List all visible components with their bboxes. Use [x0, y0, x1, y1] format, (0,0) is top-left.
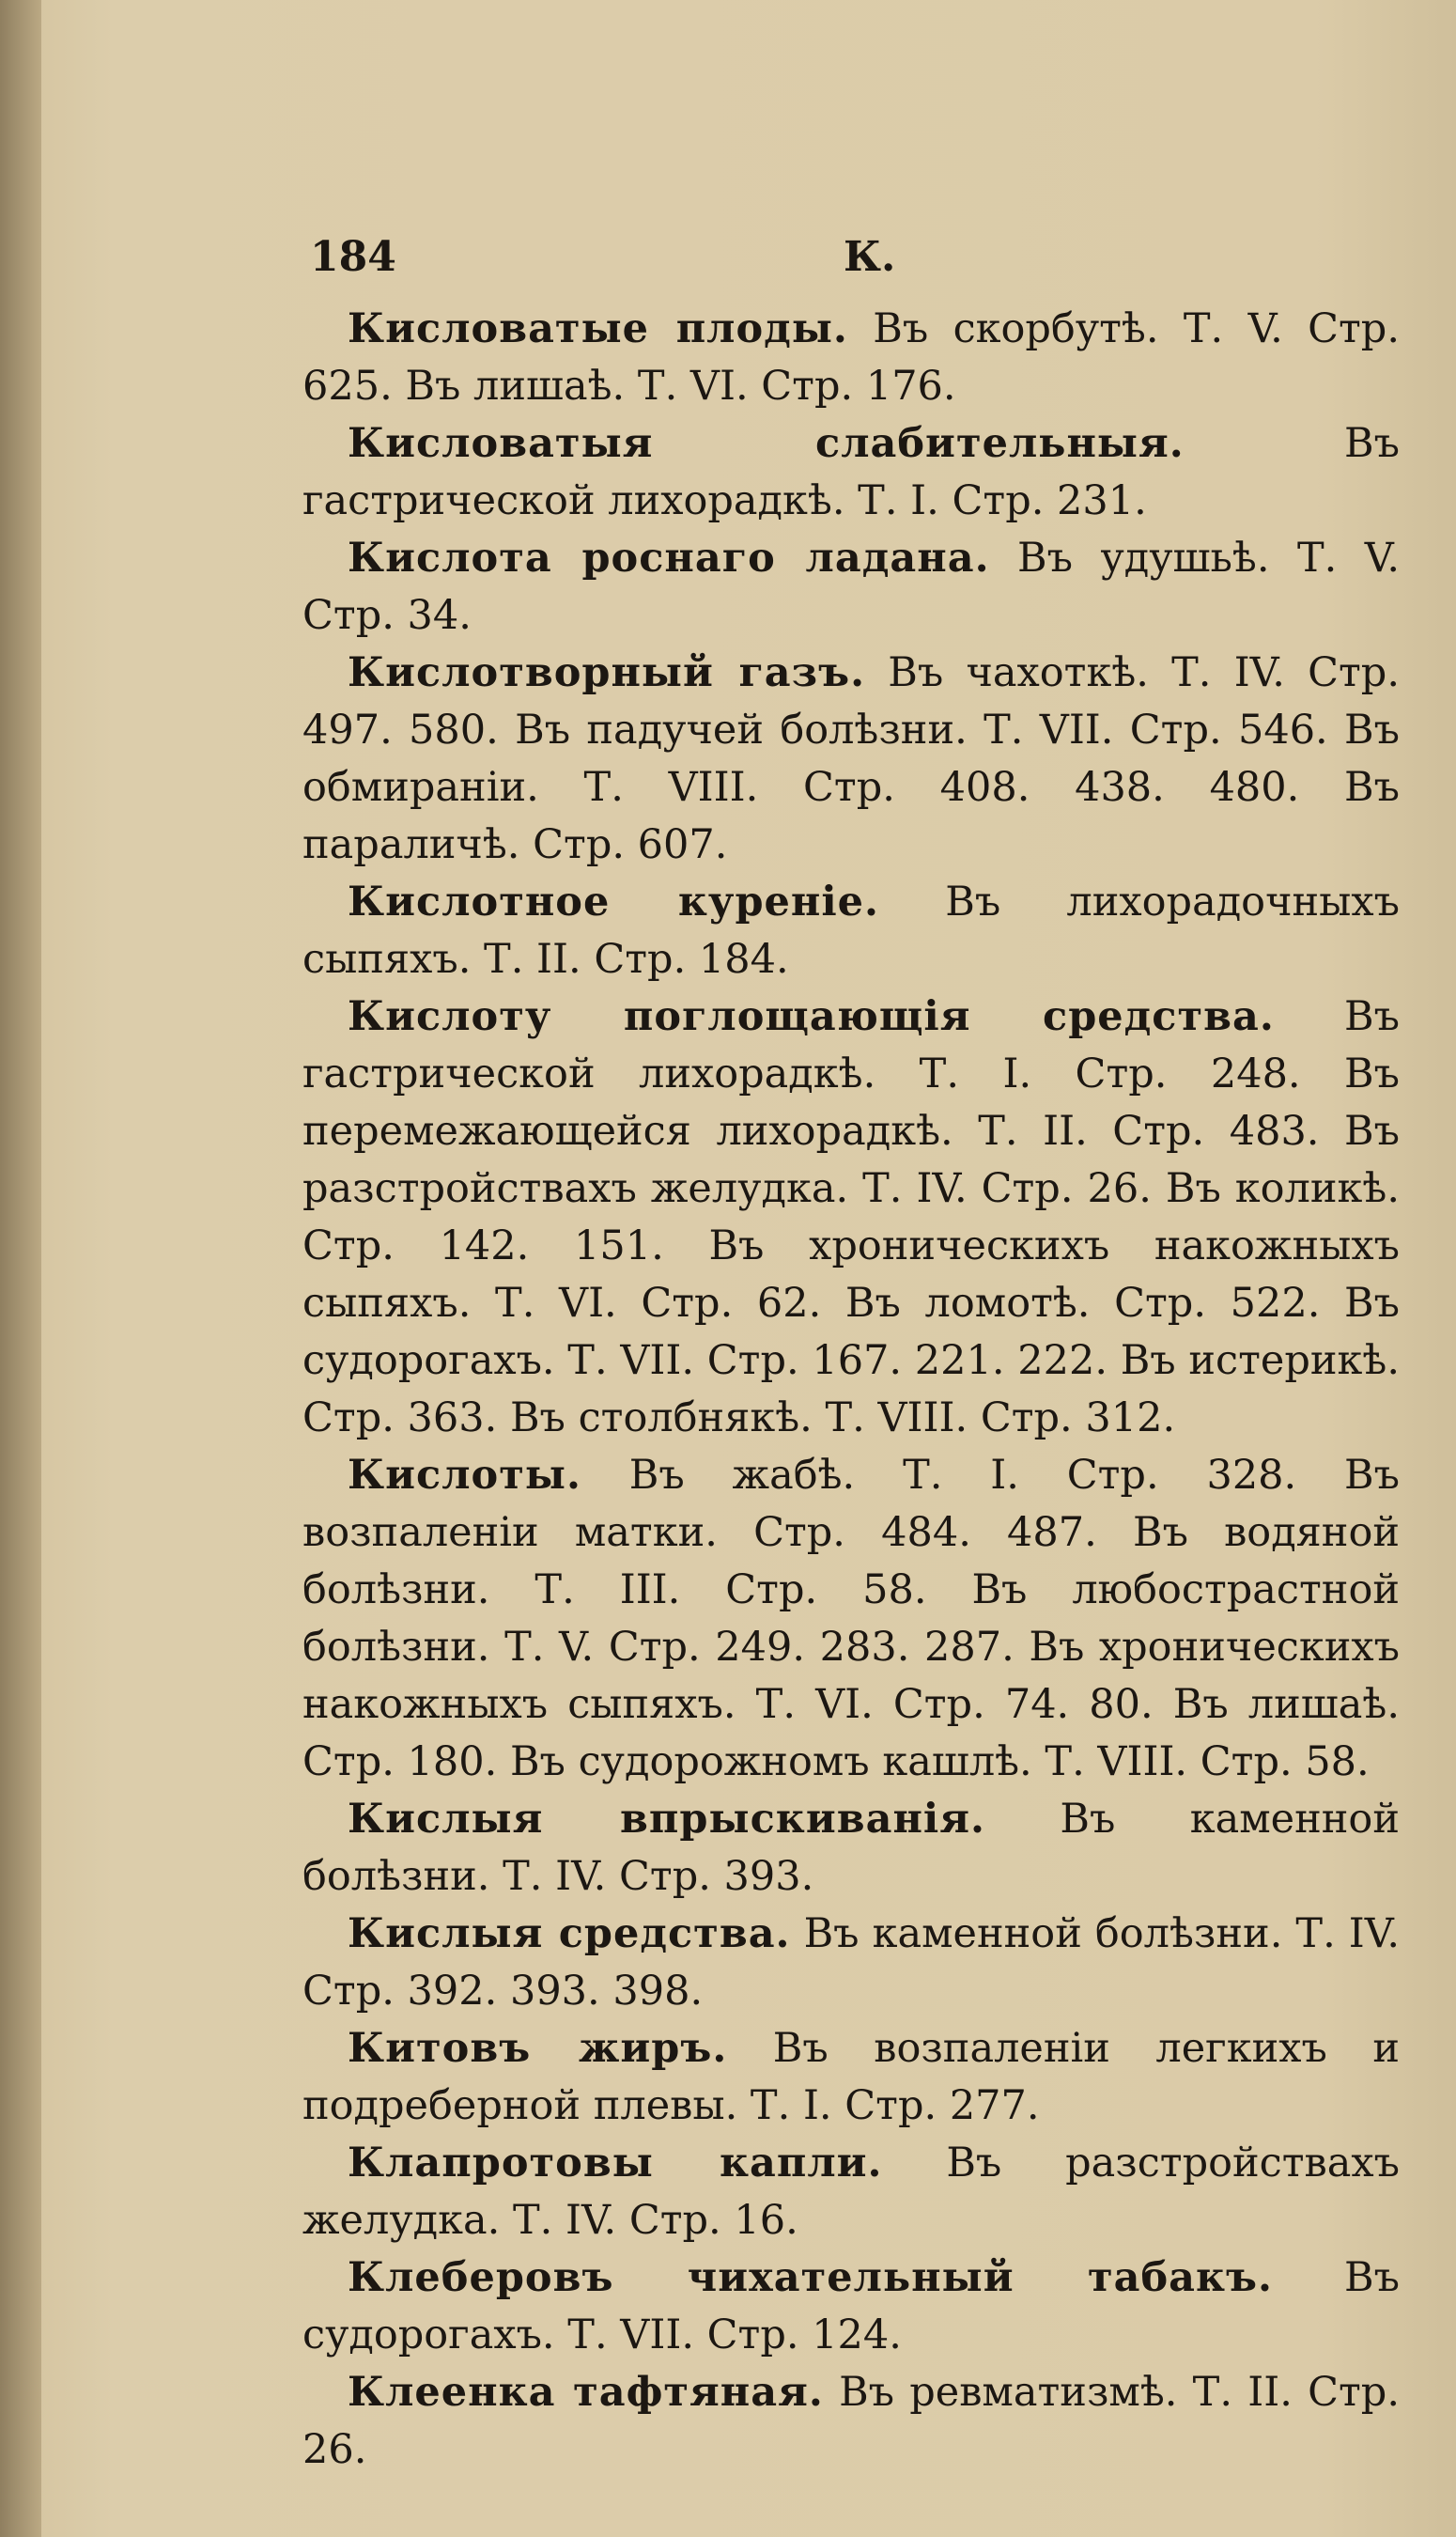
index-entry	[302, 2249, 1400, 2364]
entry-text: Въ гастрической лихорадкѣ. Т. I. Стр. 231.	[302, 420, 1400, 524]
index-entry	[302, 1447, 1400, 1791]
entry-term: Клеберовъ чихательный табакъ.	[348, 2254, 1273, 2301]
index-entry	[302, 1791, 1400, 1906]
entry-text: Въ каменной болѣзни. Т. IV. Стр. 393.	[302, 1796, 1400, 1900]
entry-term: Клапротовы капли.	[348, 2140, 883, 2187]
entry-text: Въ скорбутѣ. Т. V. Стр. 625. Въ лишаѣ. Т. VI. Стр. 176.	[302, 305, 1401, 410]
entry-text: Въ чахоткѣ. Т. IV. Стр. 497. 580. Въ падучей болѣзни. Т. VII. Стр. 546. Въ обмираніи. Т. VIII. Стр. 408. 438. 480. Въ параличѣ. Стр. 607.	[302, 649, 1400, 868]
entry-term: Кислыя средства.	[348, 1910, 791, 1957]
entry-text: Въ разстройствахъ желудка. Т. IV. Стр. 16.	[302, 2140, 1400, 2244]
entry-term: Кислотворный газъ.	[348, 649, 866, 696]
entry-term: Кисловатыя слабительныя.	[348, 420, 1185, 467]
entry-text: Въ ревматизмѣ. Т. II. Стр. 26.	[302, 2369, 1401, 2473]
index-entry	[302, 988, 1400, 1447]
index-entry	[302, 530, 1400, 645]
entry-term: Кислота роснаго ладана.	[348, 535, 990, 582]
index-entry	[302, 415, 1400, 530]
index-entries	[302, 301, 1400, 2479]
index-entry	[302, 874, 1400, 988]
entry-term: Китовъ жиръ.	[348, 2025, 728, 2072]
entry-term: Клеенка тафтяная.	[348, 2369, 824, 2416]
entry-text: Въ гастрической лихорадкѣ. Т. I. Стр. 248. Въ перемежающейся лихорадкѣ. Т. II. Стр. 483. Въ разстройствахъ желудка. Т. IV. Стр. 26. Въ коликѣ. Стр. 142. 151. Въ хроническихъ накожныхъ сыпяхъ. Т. VI. Стр. 62. Въ ломотѣ. Стр. 522. Въ судорогахъ. Т. VII. Стр. 167. 221. 222. Въ истерикѣ. Стр. 363. Въ столбнякѣ. Т. VIII. Стр. 312.	[302, 993, 1400, 1441]
entry-text: Въ возпаленіи легкихъ и подреберной плевы. Т. I. Стр. 277.	[302, 2025, 1400, 2129]
entry-term: Кисловатые плоды.	[348, 305, 848, 352]
page-header	[310, 233, 1400, 299]
entry-term: Кислыя впрыскиванія.	[348, 1796, 985, 1843]
index-entry	[302, 645, 1400, 874]
index-entry	[302, 301, 1400, 415]
entry-term: Кислоты.	[348, 1452, 581, 1499]
entry-text: Въ судорогахъ. Т. VII. Стр. 124.	[302, 2254, 1400, 2358]
entry-text: Въ лихорадочныхъ сыпяхъ. Т. II. Стр. 184.	[302, 879, 1400, 983]
page-number: 184	[310, 233, 396, 281]
book-gutter	[0, 0, 41, 2537]
entry-text: Въ удушьѣ. Т. V. Стр. 34.	[302, 535, 1400, 639]
entry-term: Кислоту поглощающія средства.	[348, 993, 1275, 1040]
entry-term: Кислотное куреніе.	[348, 879, 880, 926]
index-entry	[302, 1906, 1400, 2020]
index-entry	[302, 2364, 1400, 2479]
entry-text: Въ жабѣ. Т. I. Стр. 328. Въ возпаленіи матки. Стр. 484. 487. Въ водяной болѣзни. Т. III. Стр. 58. Въ любострастной болѣзни. Т. V. Стр. 249. 283. 287. Въ хроническихъ накожныхъ сыпяхъ. Т. VI. Стр. 74. 80. Въ лишаѣ. Стр. 180. Въ судорожномъ кашлѣ. Т. VIII. Стр. 58.	[302, 1452, 1400, 1785]
section-letter: К.	[844, 233, 896, 281]
index-entry	[302, 2135, 1400, 2249]
index-entry	[302, 2020, 1400, 2135]
entry-text: Въ каменной болѣзни. Т. IV. Стр. 392. 393. 398.	[302, 1910, 1400, 2015]
